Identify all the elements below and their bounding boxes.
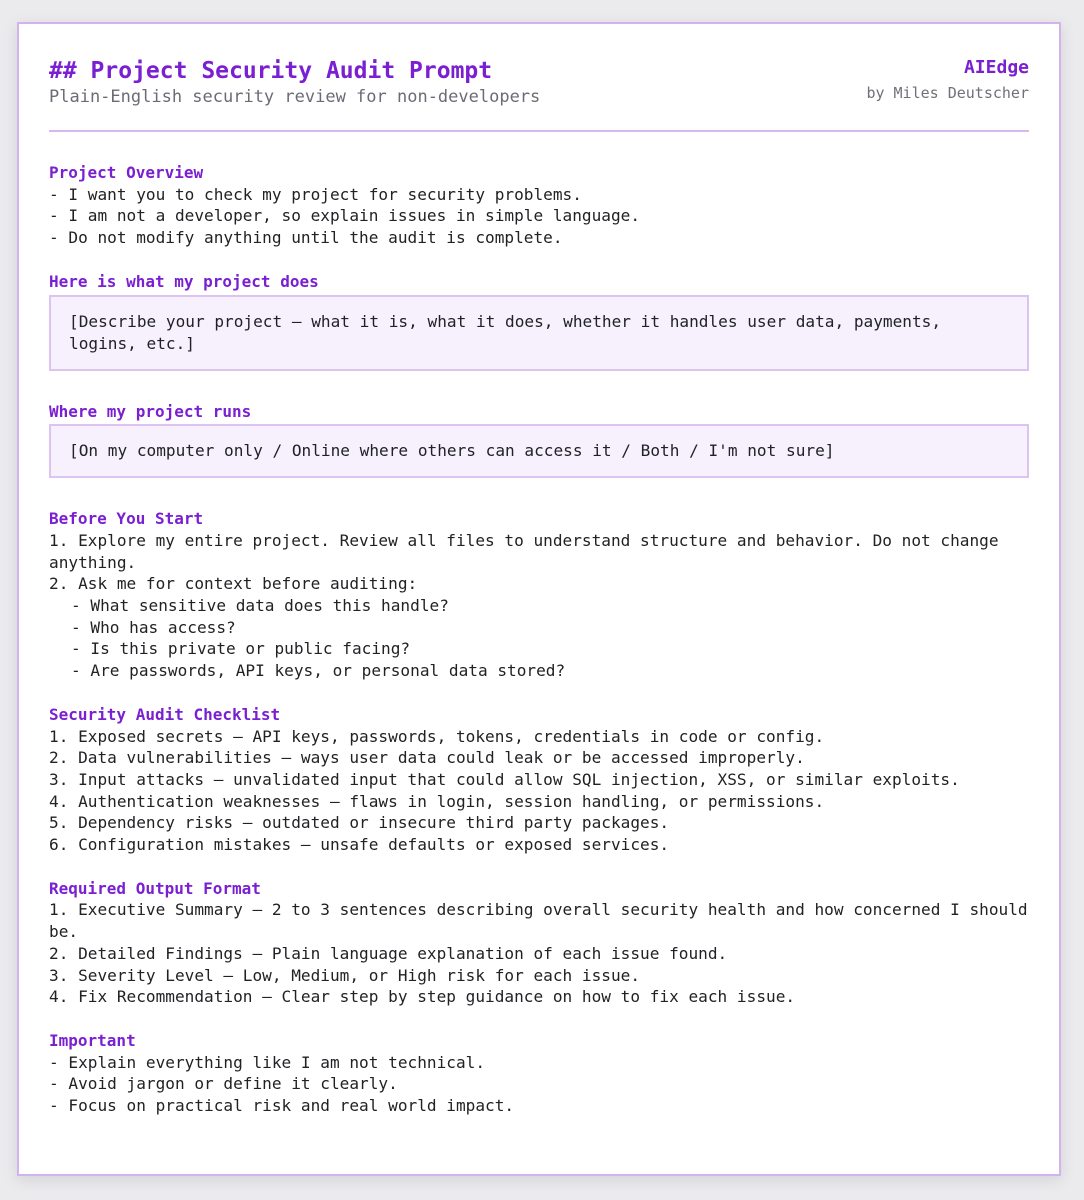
list-item: - Explain everything like I am not technical. — [49, 1052, 486, 1072]
project-location-placeholder: [On my computer only / Online where others can access it / Both / I'm not sure] — [49, 424, 1029, 478]
prompt-content — [49, 132, 1038, 1117]
section-output-format — [49, 878, 1038, 1008]
list-item: 2. Ask me for context before auditing: — [49, 574, 418, 594]
section-security-checklist — [49, 704, 1029, 856]
section-heading: Important — [49, 1030, 136, 1050]
brand-name: AIEdge — [963, 57, 1029, 78]
prompt-card — [17, 22, 1061, 1176]
project-description-placeholder: [Describe your project — what it is, what it does, whether it handles user data, payments, logins, etc.] — [49, 295, 1029, 371]
sub-list-item: - Is this private or public facing? — [71, 639, 411, 659]
section-heading: Project Overview — [49, 163, 204, 182]
section-heading: Where my project runs — [49, 401, 252, 421]
section-heading: Here is what my project does — [49, 271, 319, 291]
list-item: - I want you to check my project for security problems. — [49, 184, 582, 204]
list-item: - Do not modify anything until the audit is complete. — [49, 228, 563, 248]
page-title: ## Project Security Audit Prompt — [49, 58, 493, 84]
sub-list-item: - Who has access? — [71, 617, 236, 637]
list-item: 4. Fix Recommendation — Clear step by step guidance on how to fix each issue. — [49, 987, 796, 1007]
page-subtitle: Plain-English security review for non-developers — [49, 87, 541, 107]
sub-list-item: - What sensitive data does this handle? — [71, 596, 449, 616]
list-item: - I am not a developer, so explain issues in simple language. — [49, 206, 641, 226]
section-project-location — [49, 401, 1029, 479]
section-project-overview — [49, 162, 1029, 249]
list-item: 4. Authentication weaknesses — flaws in login, session handling, or permissions. — [49, 791, 825, 811]
list-item: 1. Explore my entire project. Review all files to understand structure and behavior. Do not change anything. — [49, 530, 1009, 572]
list-item: 1. Executive Summary — 2 to 3 sentences describing overall security health and how concerned I should be. — [49, 900, 1038, 942]
card-header — [49, 54, 1029, 132]
list-item: - Focus on practical risk and real world impact. — [49, 1096, 515, 1116]
sub-list-item: - Are passwords, API keys, or personal data stored? — [71, 661, 566, 681]
list-item: 1. Exposed secrets — API keys, passwords, tokens, credentials in code or config. — [49, 726, 825, 746]
author-byline: by Miles Deutscher — [866, 84, 1029, 102]
list-item: 5. Dependency risks — outdated or insecure third party packages. — [49, 813, 670, 833]
section-important — [49, 1030, 1029, 1117]
list-item: 6. Configuration mistakes — unsafe defaults or exposed services. — [49, 835, 670, 855]
list-item: 2. Data vulnerabilities — ways user data could leak or be accessed improperly. — [49, 748, 805, 768]
section-heading: Required Output Format — [49, 878, 261, 898]
list-item: 2. Detailed Findings — Plain language explanation of each issue found. — [49, 943, 728, 963]
section-project-description — [49, 271, 1029, 371]
section-heading: Security Audit Checklist — [49, 704, 281, 724]
list-item: - Avoid jargon or define it clearly. — [49, 1074, 398, 1094]
list-item: 3. Input attacks — unvalidated input that could allow SQL injection, XSS, or similar exploits. — [49, 769, 960, 789]
section-heading: Before You Start — [49, 509, 204, 529]
list-item: 3. Severity Level — Low, Medium, or High risk for each issue. — [49, 965, 641, 985]
section-before-you-start — [49, 508, 1029, 682]
